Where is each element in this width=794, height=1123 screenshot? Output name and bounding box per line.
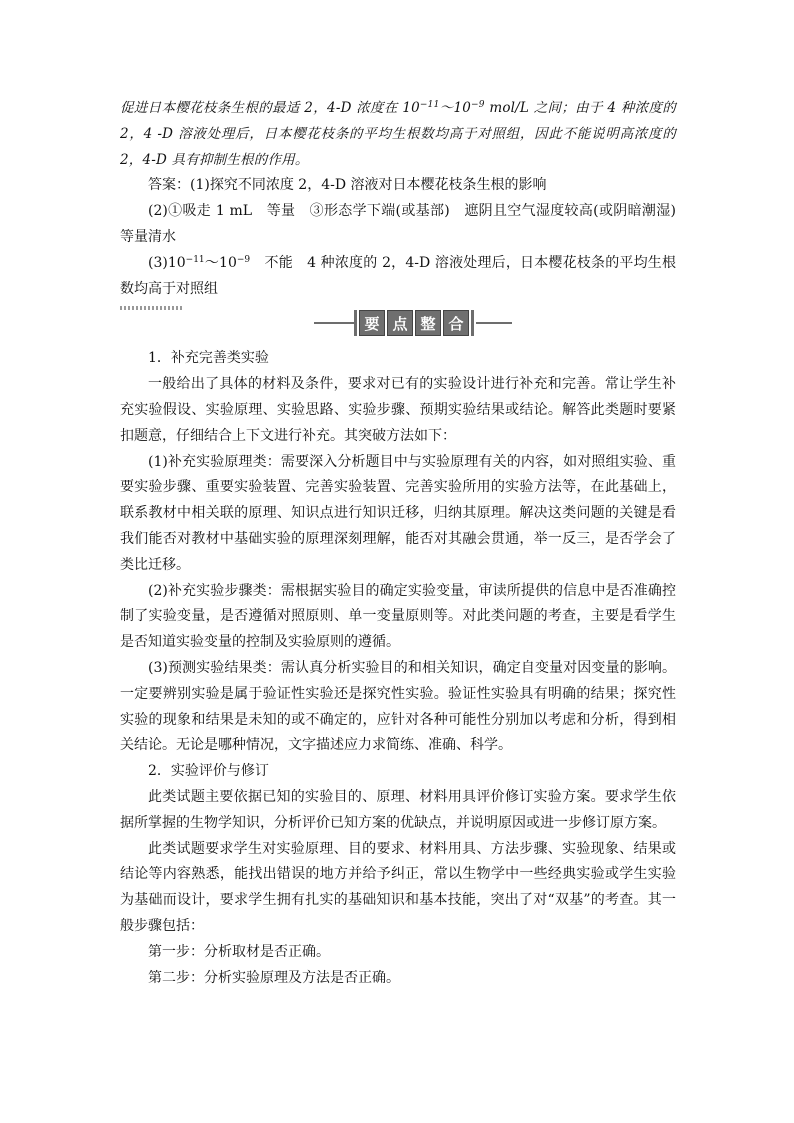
banner-char: 点 [387, 310, 413, 336]
document-page [120, 96, 690, 991]
banner-title [354, 310, 474, 336]
banner-bar-right [476, 322, 512, 324]
section-banner [120, 306, 676, 340]
section2-paragraph-2: 此类试题要求学生对实验原理、目的要求、材料用具、方法步骤、实验现象、结果或结论等内容熟悉，能找出错误的地方并给予纠正，常以生物学中一些经典实验或学生实验为基础而设计，要求学生拥有扎实的基础知识和基本技能，突出了对“双基”的考查。其一般步骤包括： [120, 840, 676, 934]
section2-heading: 2．实验评价与修订 [148, 763, 269, 780]
banner-bar-left [314, 322, 354, 324]
answer-line-1: 答案：(1)探究不同浓度 2，4-D 溶液对日本樱花枝条生根的影响 [148, 177, 547, 194]
section2-paragraph-1: 此类试题主要依据已知的实验目的、原理、材料用具评价修订实验方案。要求学生依据所掌握的生物学知识，分析评价已知方案的优缺点，并说明原因或进一步修订原方案。 [120, 788, 676, 831]
banner-char: 整 [415, 310, 441, 336]
section1-heading: 1．补充完善类实验 [148, 350, 269, 367]
section1-item-3: (3)预测实验结果类：需认真分析实验目的和相关知识，确定自变量对因变量的影响。一定要辨别实验是属于验证性实验还是探究性实验。验证性实验具有明确的结果；探究性实验的现象和结果是未知的或不确定的，应针对各种可能性分别加以考虑和分析，得到相关结论。无论是哪种情况，文字描述应力求简练、准确、科学。 [120, 659, 676, 754]
section1-item-2: (2)补充实验步骤类：需根据实验目的确定实验变量，审读所提供的信息中是否准确控制了实验变量，是否遵循对照原则、单一变量原则等。对此类问题的考查，主要是看学生是否知道实验变量的控制及实验原则的遵循。 [120, 582, 676, 651]
section1-item-1: (1)补充实验原理类：需要深入分析题目中与实验原理有关的内容，如对照组实验、重要实验步骤、重要实验装置、完善实验装置、完善实验所用的实验方法等，在此基础上，联系教材中相关联的原理、知识点进行知识迁移，归纳其原理。解决这类问题的关键是看我们能否对教材中基础实验的原理深刻理解，能否对其融会贯通，举一反三，是否学会了类比迁移。 [120, 453, 676, 573]
section2-step-1: 第一步：分析取材是否正确。 [148, 943, 330, 960]
section2-step-2: 第二步：分析实验原理及方法是否正确。 [148, 969, 400, 986]
banner-char: 合 [443, 310, 469, 336]
answer-line-2: (2)①吸走 1 mL 等量 ③形态学下端(或基部) 遮阴且空气湿度较高(或阴暗潮湿) 等量清水 [120, 203, 690, 245]
explanation-paragraph: 促进日本樱花枝条生根的最适 2，4-D 浓度在 $10^{-11}\sim 10^{-9}$ mol/L 之间；由于 4 种浓度的 2，4 -D 溶液处理后，日本樱花枝条的平均生根数均高于对照组，因此不能说明高浓度的 2，4-D 具有抑制生根的作用。 [120, 100, 676, 168]
answer-line-3: $(3)10^{-11}\sim 10^{-9}$ 不能 4 种浓度的 2，4-D 溶液处理后，日本樱花枝条的平均生根数均高于对照组 [120, 254, 676, 297]
banner-dotted-line-right [120, 308, 182, 310]
section1-intro: 一般给出了具体的材料及条件，要求对已有的实验设计进行补充和完善。常让学生补充实验假设、实验原理、实验思路、实验步骤、预期实验结果或结论。解答此类题时要紧扣题意，仔细结合上下文进行补充。其突破方法如下： [120, 376, 676, 444]
banner-char: 要 [359, 310, 385, 336]
